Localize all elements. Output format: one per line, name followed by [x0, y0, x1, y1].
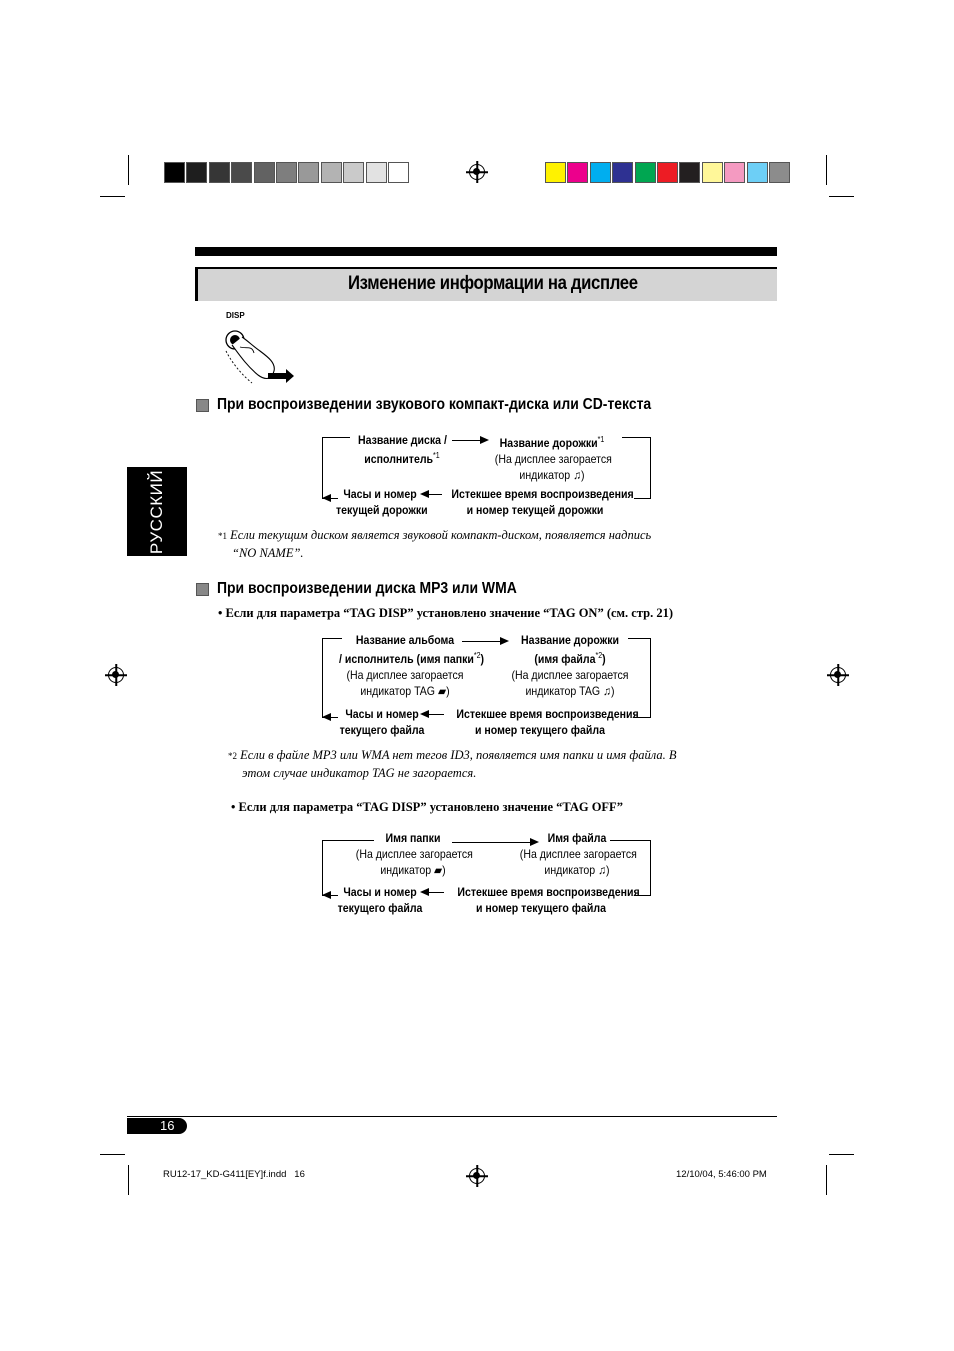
page-number: 16: [160, 1118, 175, 1133]
folder-icon: ▰: [434, 863, 443, 877]
footer-file: RU12-17_KD-G411[EY]f.indd 16: [163, 1169, 305, 1180]
gray-swatch: [343, 162, 364, 183]
crop-mark: [826, 1165, 827, 1195]
footnote-1: *1 Если текущим диском является звуковой компакт-диском, появляется надпись “NO NAME”.: [218, 528, 652, 560]
tagoff-elapsed: Истекшее время воспроизведения и номер текущего файла: [457, 885, 640, 915]
cd-elapsed: Истекшее время воспроизведения и номер текущей дорожки: [451, 487, 634, 517]
mp3-clock: Часы и номер текущего файла: [339, 707, 425, 737]
language-tab: [127, 467, 187, 556]
section2-heading: При воспроизведении диска MP3 или WMA: [217, 580, 517, 597]
bullet-tag-on: • Если для параметра “TAG DISP” установлено значение “TAG ON” (см. стр. 21): [218, 606, 674, 620]
section-bullet-icon: [196, 583, 209, 596]
footer-date: 12/10/04, 5:46:00 PM: [676, 1169, 767, 1180]
registration-mark-icon: [108, 667, 124, 683]
mp3-album-name: Название альбома / исполнитель (имя папки$^{*2}$) (На дисплее загорается индикатор TAG ▰): [339, 633, 485, 698]
note-icon: ♫: [598, 863, 607, 877]
color-swatch: [545, 162, 566, 183]
bullet-tag-off: • Если для параметра “TAG DISP” установлено значение “TAG OFF”: [231, 800, 623, 814]
title-box: [195, 267, 777, 301]
gray-swatch: [209, 162, 230, 183]
gray-swatch: [231, 162, 252, 183]
gray-swatch: [298, 162, 319, 183]
registration-mark-icon: [469, 1168, 485, 1184]
mp3-elapsed: Истекшее время воспроизведения и номер текущего файла: [456, 707, 639, 737]
note-icon: ♫: [573, 468, 582, 482]
registration-mark-icon: [830, 667, 846, 683]
bottom-rule: [127, 1116, 777, 1117]
page-number-badge: [127, 1118, 187, 1134]
disp-label: DISP: [226, 311, 245, 320]
registration-mark-icon: [469, 164, 485, 180]
gray-swatch: [388, 162, 409, 183]
title-rule: [195, 247, 777, 256]
language-tab-label: РУССКИЙ: [147, 469, 166, 554]
color-swatch: [724, 162, 745, 183]
crop-mark: [829, 196, 854, 197]
cd-clock: Часы и номер текущей дорожки: [336, 487, 428, 517]
gray-swatch: [321, 162, 342, 183]
gray-swatch: [164, 162, 185, 183]
mp3-track-name: Название дорожки (имя файла$^{*2}$) (На дисплее загорается индикатор TAG ♫): [511, 633, 629, 698]
folder-icon: ▰: [437, 684, 447, 698]
page-title: Изменение информации на дисплее: [348, 273, 638, 294]
color-swatch: [769, 162, 790, 183]
cd-disc-name: Название диска / исполнитель$^{*1}$: [358, 433, 447, 466]
crop-mark: [829, 1154, 854, 1155]
gray-swatch: [366, 162, 387, 183]
crop-mark: [100, 1154, 125, 1155]
color-swatch: [702, 162, 723, 183]
color-swatch: [590, 162, 611, 183]
cd-track-name: Название дорожки$^{*1}$ (На дисплее загорается индикатор ♫): [494, 435, 612, 482]
color-swatch: [635, 162, 656, 183]
section1-heading: При воспроизведении звукового компакт-диска или CD-текста: [217, 396, 652, 413]
footnote-2: *2 Если в файле MP3 или WMA нет тегов ID3, появляется имя папки и имя файла. В этом случае индикатор TAG не загорается.: [228, 748, 677, 780]
tagoff-clock: Часы и номер текущего файла: [337, 885, 423, 915]
tagoff-file-name: Имя файла (На дисплее загорается индикатор ♫): [519, 831, 637, 877]
crop-mark: [128, 1165, 129, 1195]
note-icon: ♫: [603, 684, 611, 698]
color-swatch: [612, 162, 633, 183]
gray-swatch: [254, 162, 275, 183]
color-swatch: [567, 162, 588, 183]
tagoff-folder-name: Имя папки (На дисплее загорается индикатор ▰): [355, 831, 473, 877]
gray-swatch: [276, 162, 297, 183]
color-swatch: [679, 162, 700, 183]
gray-swatch: [186, 162, 207, 183]
color-swatch: [747, 162, 768, 183]
crop-mark: [826, 155, 827, 185]
crop-mark: [100, 196, 125, 197]
hand-press-icon: [218, 323, 298, 387]
crop-mark: [128, 155, 129, 185]
section-bullet-icon: [196, 399, 209, 412]
color-swatch: [657, 162, 678, 183]
